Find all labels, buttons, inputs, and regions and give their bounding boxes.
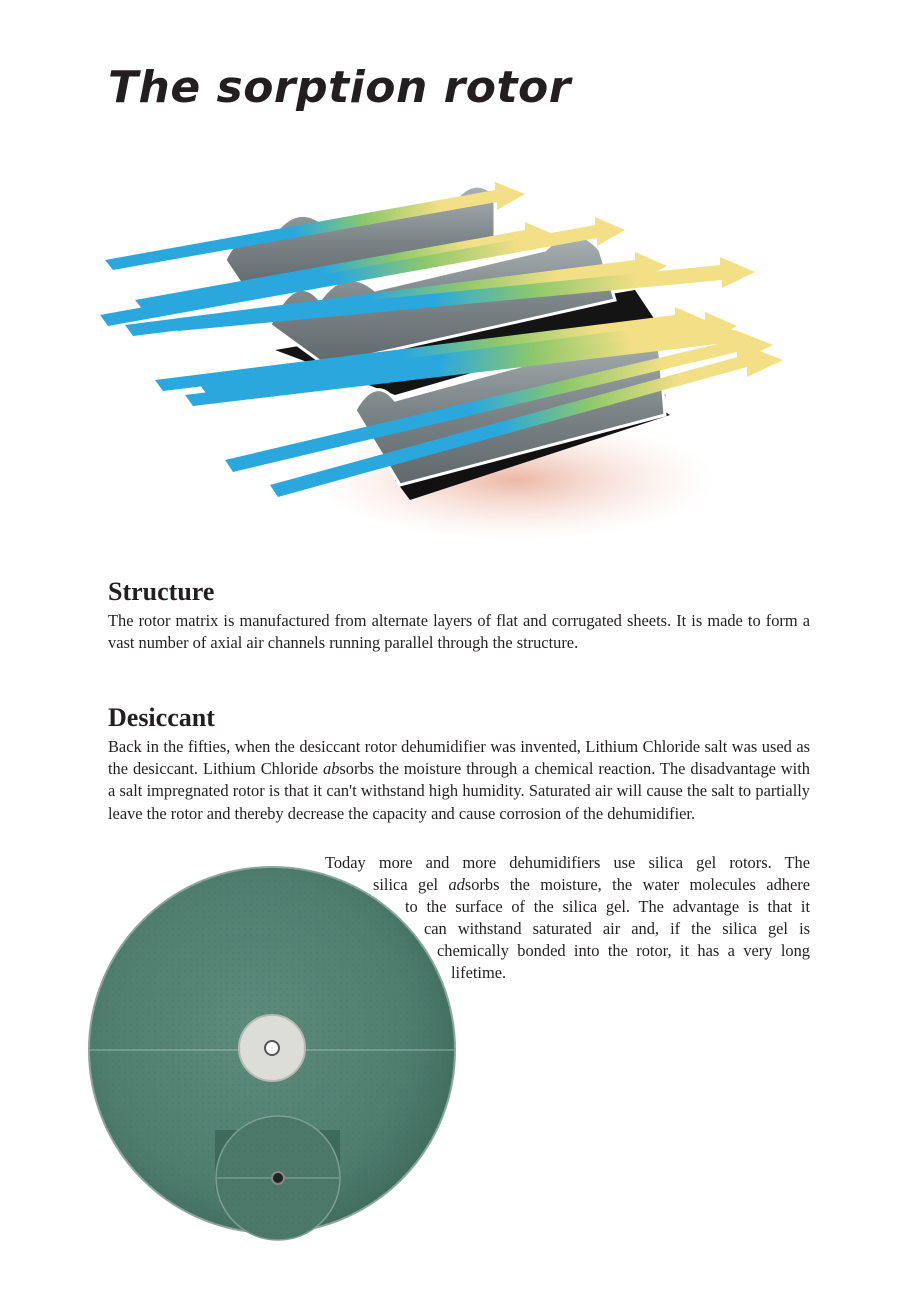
desiccant-heading: Desiccant — [108, 703, 215, 732]
structure-heading: Structure — [108, 577, 215, 606]
small-rotor-hub — [272, 1172, 284, 1184]
large-rotor-hub-hole — [265, 1041, 279, 1055]
desiccant-p2-line-2-a: silica gel — [373, 875, 449, 894]
desiccant-p1-text-a: Back in the fifties, when the desiccant rotor dehumidifier was invented, Lithium Chloride salt was used as the desiccant. Lithium Chloride — [108, 737, 810, 779]
desiccant-p2-line-4: can withstand saturated air and, if the silica gel is — [424, 919, 810, 938]
structure-body: The rotor matrix is manufactured from alternate layers of flat and corrugated sheets. It is made to form a vast number of axial air channels running parallel through the structure. — [108, 611, 810, 653]
desiccant-p2-line-2-b: sorbs the moisture, the water molecules adhere — [464, 875, 810, 894]
desiccant-p2-line-6: lifetime. — [451, 963, 507, 982]
corrugated-matrix-airflow-illustration — [95, 180, 785, 550]
desiccant-p1-text-b: sorbs the moisture through a chemical reaction. The disadvantage with a salt impregnated rotor is that it can't withstand high humidity. Saturated air will cause the salt to partially leave the rotor and thereby decrease the capacity and cause corrosion of the dehumidifier. — [108, 759, 810, 823]
desiccant-paragraph-1 — [108, 736, 810, 825]
desiccant-p2-line-5: chemically bonded into the rotor, it has a very long — [437, 941, 810, 960]
desiccant-p1-emphasis: ab — [323, 759, 340, 779]
desiccant-p2-emphasis: ad — [448, 875, 465, 894]
page-title: The sorption rotor — [108, 62, 571, 113]
desiccant-p2-line-3: to the surface of the silica gel. The advantage is that it — [405, 897, 810, 916]
desiccant-p2-line-1: Today more and more dehumidifiers use silica gel rotors. The — [325, 853, 810, 872]
desiccant-p2-line-2 — [373, 874, 810, 896]
silica-gel-rotor-photo — [80, 860, 470, 1250]
